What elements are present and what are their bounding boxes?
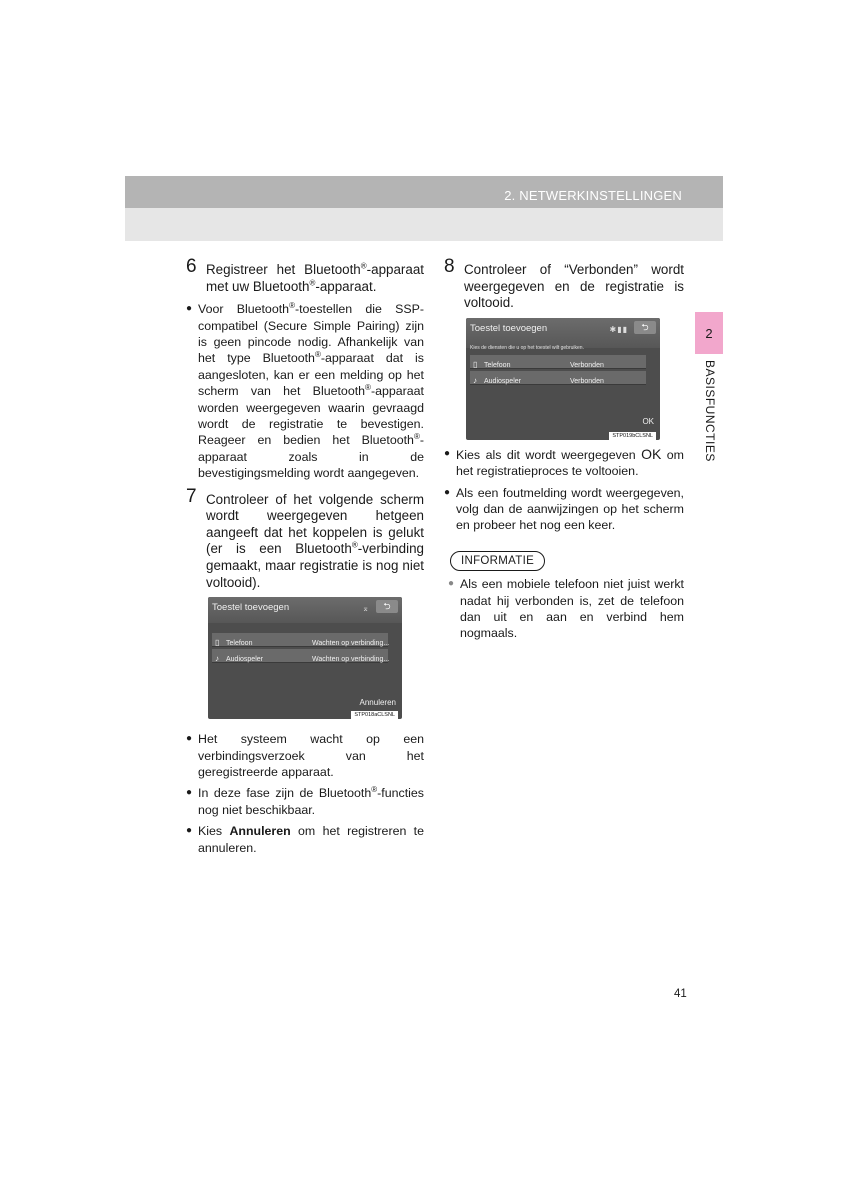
- phone-icon: ▯: [215, 638, 220, 648]
- screen-title: Toestel toevoegen: [470, 322, 548, 334]
- back-icon: ⮌: [376, 600, 398, 613]
- bullet-ssp: ● Voor Bluetooth®-toestellen die SSP-compatibel (Secure Simple Pairing) zijn is geen pincode nodig. Afhankelijk van het type Bluetooth®-apparaat dat is aangesloten, kan er een melding op het scherm van het Bluetooth®-apparaat worden weergegeven waarin gevraagd wordt de registratie te bevestigen. Reageer en bedien het Bluetooth®-apparaat zoals in de bevestigingsmelding wordt aangegeven.: [186, 301, 424, 481]
- bullet-error: ● Als een foutmelding wordt weergegeven, volg dan de aanwijzingen op het scherm en probeer het nog een keer.: [444, 485, 684, 534]
- step-number: 6: [186, 256, 197, 277]
- step-7: 7 Controleer of het volgende scherm wordt weergegeven hetgeen aangeeft dat het koppelen is gelukt (er is een Bluetooth®-verbinding gemaakt, maar registratie is nog niet voltooid).: [186, 485, 424, 590]
- left-column: [186, 256, 425, 861]
- bullet-cancel: ● Kies Annuleren om het registreren te annuleren.: [186, 823, 424, 856]
- bullet-functions: ● In deze fase zijn de Bluetooth®-functies nog niet beschikbaar.: [186, 785, 424, 818]
- step-8: 8 Controleer of “Verbonden” wordt weergegeven en de registratie is voltooid.: [444, 256, 684, 311]
- bullet-waiting: ● Het systeem wacht op een verbindingsverzoek van het geregistreerde apparaat.: [186, 731, 424, 780]
- signal-icons: ✱▮▮: [609, 324, 628, 334]
- step-number: 7: [186, 485, 197, 507]
- device-row-audio: ♪ Audiospeler Verbonden: [470, 371, 646, 385]
- music-note-icon: ♪: [215, 654, 219, 664]
- device-row-audio: ♪ Audiospeler Wachten op verbinding...: [212, 649, 388, 663]
- info-text: ● Als een mobiele telefoon niet juist werkt nadat hij verbonden is, zet de telefoon dan uit en aan en verbind hem nogmaals.: [444, 576, 684, 642]
- chapter-tab: 2: [695, 312, 723, 354]
- screen-title: Toestel toevoegen: [212, 602, 290, 614]
- right-column: [444, 256, 684, 642]
- screenshot-connected: [466, 318, 660, 440]
- info-badge: INFORMATIE: [450, 551, 545, 571]
- step-6: 6 Registreer het Bluetooth®-apparaat met uw Bluetooth®-apparaat.: [186, 256, 424, 294]
- bullet-ok: ● Kies als dit wordt weergegeven OK om het registratieproces te voltooien.: [444, 446, 684, 480]
- music-note-icon: ♪: [473, 375, 477, 385]
- status-icons: ⌅: [362, 604, 370, 614]
- chapter-label: BASISFUNCTIES: [703, 360, 717, 462]
- screen-subtitle: Kies de diensten die u op het toestel wilt gebruiken.: [470, 344, 584, 351]
- cancel-button: Annuleren: [359, 697, 396, 707]
- step-number: 8: [444, 256, 455, 277]
- ok-button: OK: [642, 417, 654, 427]
- phone-icon: ▯: [473, 359, 478, 369]
- page-number: 41: [674, 988, 687, 1000]
- back-icon: ⮌: [634, 321, 656, 334]
- section-title: 2. NETWERKINSTELLINGEN: [504, 188, 682, 203]
- screenshot-waiting: [208, 597, 402, 719]
- device-row-phone: ▯ Telefoon Wachten op verbinding...: [212, 633, 388, 647]
- image-code: STP018aCLSNL: [351, 711, 398, 719]
- image-code: STP019bCLSNL: [609, 432, 656, 440]
- device-row-phone: ▯ Telefoon Verbonden: [470, 355, 646, 369]
